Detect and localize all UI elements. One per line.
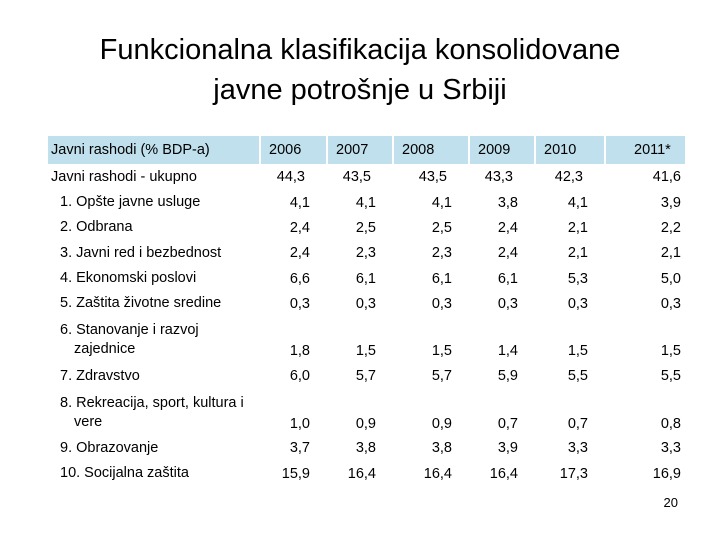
table-cell: 2,1 [660,245,681,262]
table-cell: 1,5 [660,343,681,360]
table-row [48,436,685,461]
table-cell: 16,4 [423,465,452,482]
header-year: 2010 [535,136,605,164]
table-cell: 3,9 [660,194,681,211]
row-label: 2. Odbrana [60,219,133,236]
row-label: 10. Socijalna zaštita [60,465,189,482]
total-cell: 43,5 [418,169,447,185]
table-cell: 6,0 [289,368,310,385]
table-row [48,215,685,240]
table-cell: 2,5 [355,219,376,236]
table-cell: 0,3 [660,295,681,312]
table-cell: 1,8 [289,343,310,360]
table-cell: 0,3 [567,295,588,312]
table-cell: 2,3 [431,245,452,262]
table-cell: 16,4 [489,465,518,482]
table-cell: 2,5 [431,219,452,236]
table-cell: 6,1 [497,270,518,287]
total-cell: 44,3 [276,169,305,185]
table-cell: 6,1 [355,270,376,287]
table-cell: 0,9 [355,415,376,432]
table-row [48,190,685,215]
table-cell: 16,9 [652,465,681,482]
slide-title [0,30,720,110]
slide-title-line2: javne potrošnje u Srbiji [213,74,507,106]
table-row [48,363,685,388]
table-row [48,241,685,266]
row-label: 8. Rekreacija, sport, kultura i vere [60,394,244,430]
table-cell: 5,3 [567,270,588,287]
table-cell: 2,4 [289,245,310,262]
table-cell: 3,8 [355,440,376,457]
row-label: 5. Zaštita životne sredine [60,295,222,312]
table-cell: 3,9 [497,440,518,457]
table-cell: 4,1 [289,194,310,211]
table-cell: 0,3 [355,295,376,312]
table-cell: 3,8 [431,440,452,457]
table-cell: 5,7 [355,368,376,385]
table-cell: 4,1 [431,194,452,211]
table-cell: 1,5 [355,343,376,360]
row-label: 7. Zdravstvo [60,367,140,384]
expenditure-table [48,136,685,486]
table-cell: 2,4 [497,219,518,236]
table-cell: 0,7 [497,415,518,432]
table-row [48,316,685,363]
table-cell: 15,9 [281,465,310,482]
table-cell: 2,4 [497,245,518,262]
table-cell: 0,3 [289,295,310,312]
page-number: 20 [663,495,678,510]
table-row [48,266,685,291]
header-year: 2007 [327,136,393,164]
slide-title-line1: Funkcionalna klasifikacija konsolidovane [99,34,621,66]
table-cell: 1,5 [431,343,452,360]
header-year: 2006 [260,136,327,164]
row-label: 6. Stanovanje i razvoj zajednice [60,322,199,358]
header-year: 2008 [393,136,469,164]
table-cell: 3,8 [497,194,518,211]
header-year: 2011* [634,142,671,158]
table-cell: 2,2 [660,219,681,236]
row-label: 4. Ekonomski poslovi [60,270,197,287]
table-cell: 4,1 [355,194,376,211]
table-cell: 1,0 [289,415,310,432]
table-cell: 5,5 [660,368,681,385]
table-cell: 17,3 [559,465,588,482]
table-cell: 6,6 [289,270,310,287]
table-cell: 0,8 [660,415,681,432]
table-cell: 0,7 [567,415,588,432]
header-year: 2009 [469,136,535,164]
table-cell: 0,9 [431,415,452,432]
table-cell: 2,1 [567,219,588,236]
total-row [48,164,685,190]
total-cell: 41,6 [652,169,681,185]
total-label: Javni rashodi - ukupno [51,169,197,185]
table-cell: 2,4 [289,219,310,236]
table-row [48,461,685,486]
table-cell: 3,3 [567,440,588,457]
table-row [48,389,685,436]
table-cell: 16,4 [347,465,376,482]
table-cell: 3,3 [660,440,681,457]
table-header-row [48,136,685,164]
table-cell: 2,1 [567,245,588,262]
table-cell: 1,5 [567,343,588,360]
row-label: 3. Javni red i bezbednost [60,244,222,261]
row-label: 9. Obrazovanje [60,439,159,456]
table-cell: 5,0 [660,270,681,287]
table-cell: 0,3 [497,295,518,312]
table-cell: 5,5 [567,368,588,385]
total-cell: 43,3 [484,169,513,185]
total-cell: 42,3 [554,169,583,185]
table-cell: 6,1 [431,270,452,287]
table-cell: 0,3 [431,295,452,312]
header-label: Javni rashodi (% BDP-a) [48,136,260,164]
table-cell: 1,4 [497,343,518,360]
table-cell: 3,7 [289,440,310,457]
row-label: 1. Opšte javne usluge [60,194,201,211]
table-cell: 5,7 [431,368,452,385]
table-cell: 4,1 [567,194,588,211]
table-cell: 5,9 [497,368,518,385]
table-cell: 2,3 [355,245,376,262]
table-row [48,291,685,316]
total-cell: 43,5 [342,169,371,185]
